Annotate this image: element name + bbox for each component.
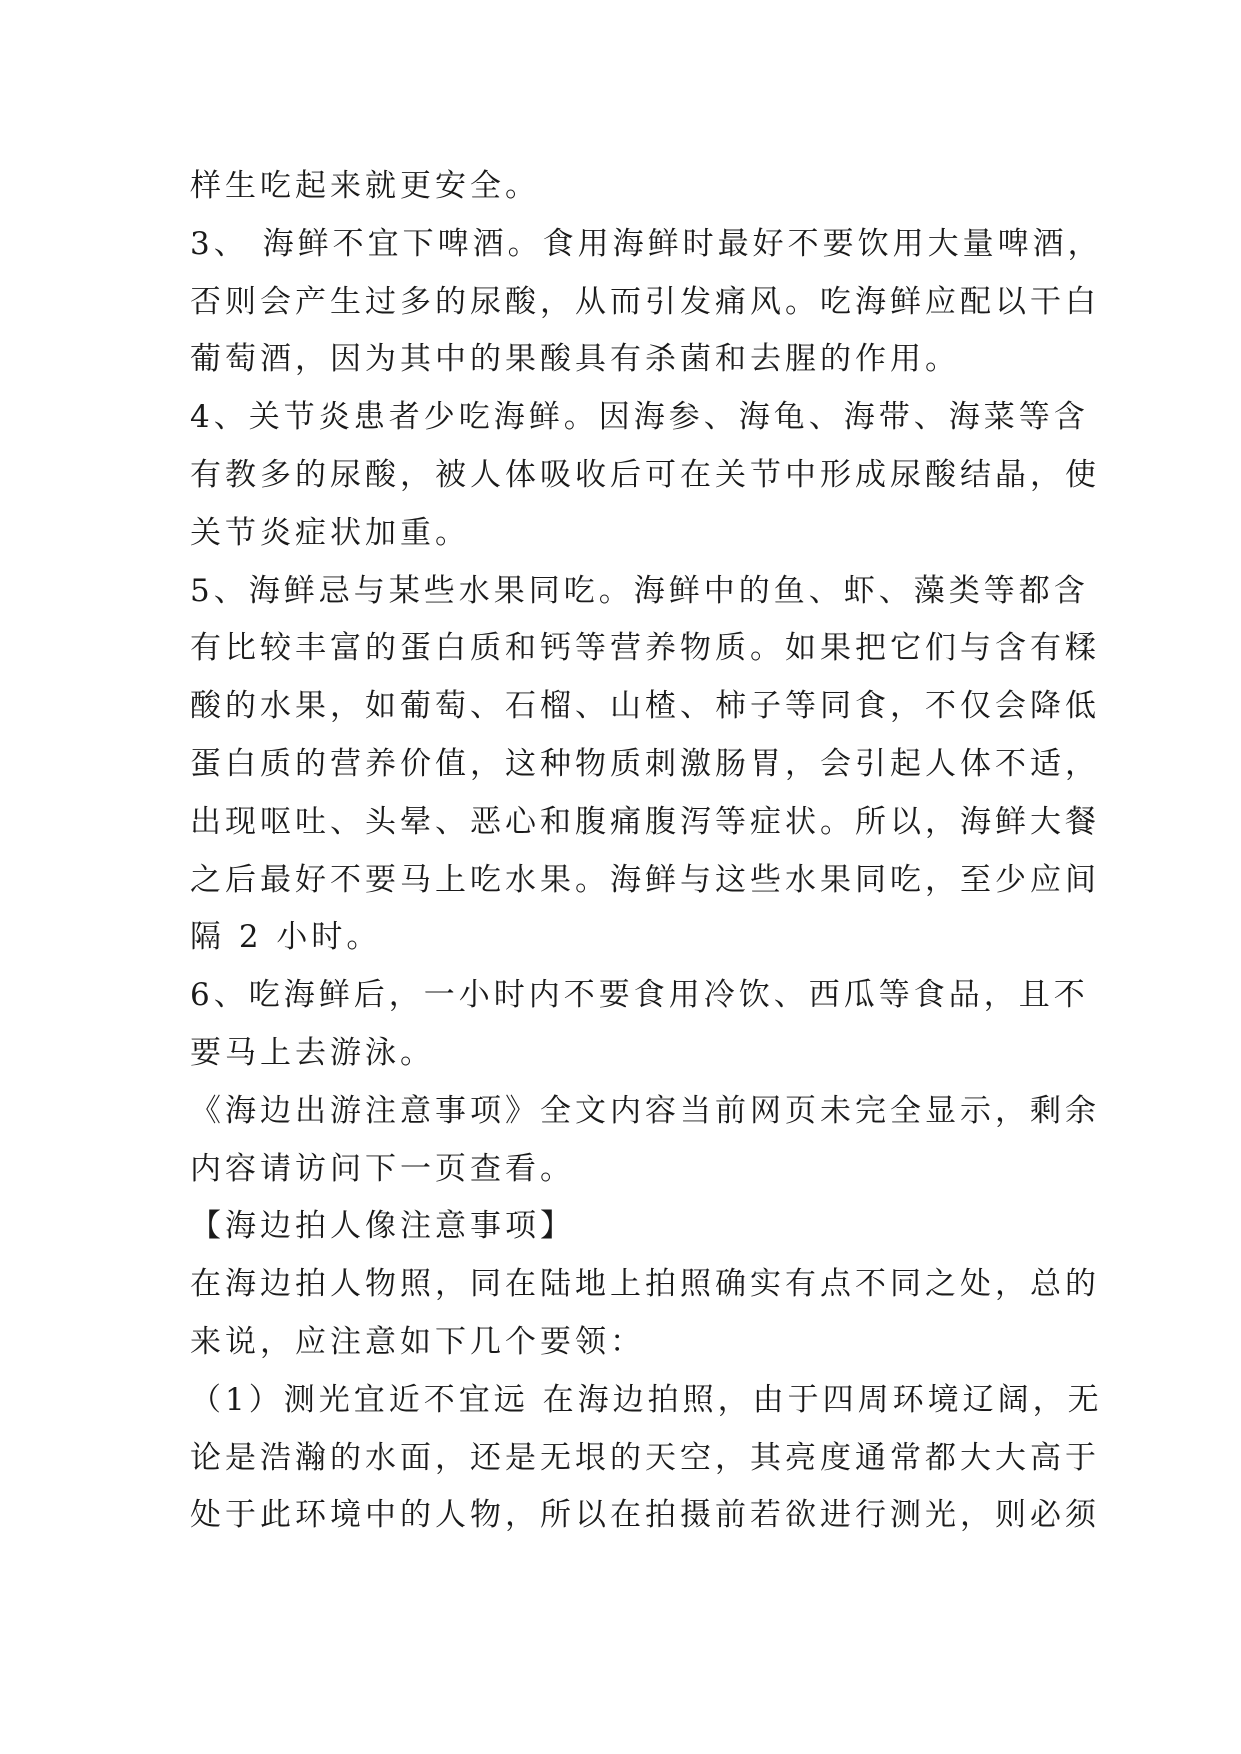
text-line: 之后最好不要马上吃水果。海鲜与这些水果同吃，至少应间 [190, 861, 1100, 898]
text-line: 3、 海鲜不宜下啤酒。食用海鲜时最好不要饮用大量啤酒， [190, 225, 1103, 262]
text-line: （1）测光宜近不宜远 在海边拍照，由于四周环境辽阔，无 [190, 1381, 1103, 1418]
text-line: 要马上去游泳。 [190, 1034, 435, 1071]
text-line: 有教多的尿酸，被人体吸收后可在关节中形成尿酸结晶，使 [190, 456, 1100, 493]
text-line: 《海边出游注意事项》全文内容当前网页未完全显示，剩余 [190, 1092, 1100, 1129]
text-line: 否则会产生过多的尿酸，从而引发痛风。吃海鲜应配以干白 [190, 283, 1100, 320]
text-line: 4、关节炎患者少吃海鲜。因海参、海龟、海带、海菜等含 [190, 399, 1089, 436]
text-line: 蛋白质的营养价值，这种物质刺激肠胃，会引起人体不适， [190, 745, 1100, 782]
text-line: 在海边拍人物照，同在陆地上拍照确实有点不同之处，总的 [190, 1266, 1100, 1303]
text-line: 样生吃起来就更安全。 [190, 168, 540, 204]
text-line: 处于此环境中的人物，所以在拍摄前若欲进行测光，则必须 [190, 1497, 1100, 1534]
text-line: 论是浩瀚的水面，还是无垠的天空，其亮度通常都大大高于 [190, 1439, 1100, 1476]
text-line: 6、吃海鲜后，一小时内不要食用冷饮、西瓜等食品，且不 [190, 977, 1089, 1014]
text-line: 来说，应注意如下几个要领： [190, 1323, 645, 1360]
text-line: 内容请访问下一页查看。 [190, 1150, 575, 1187]
text-line: 有比较丰富的蛋白质和钙等营养物质。如果把它们与含有糅 [190, 630, 1100, 667]
text-line: 隔 2 小时。 [190, 919, 382, 956]
text-line: 5、海鲜忌与某些水果同吃。海鲜中的鱼、虾、藻类等都含 [190, 572, 1089, 609]
text-line: 酸的水果，如葡萄、石榴、山楂、柿子等同食，不仅会降低 [190, 688, 1100, 725]
text-line: 关节炎症状加重。 [190, 514, 470, 551]
section-heading: 【海边拍人像注意事项】 [190, 1208, 575, 1245]
text-line: 葡萄酒，因为其中的果酸具有杀菌和去腥的作用。 [190, 341, 960, 378]
document-body [190, 158, 1103, 1545]
text-line: 出现呕吐、头晕、恶心和腹痛腹泻等症状。所以，海鲜大餐 [190, 803, 1100, 840]
